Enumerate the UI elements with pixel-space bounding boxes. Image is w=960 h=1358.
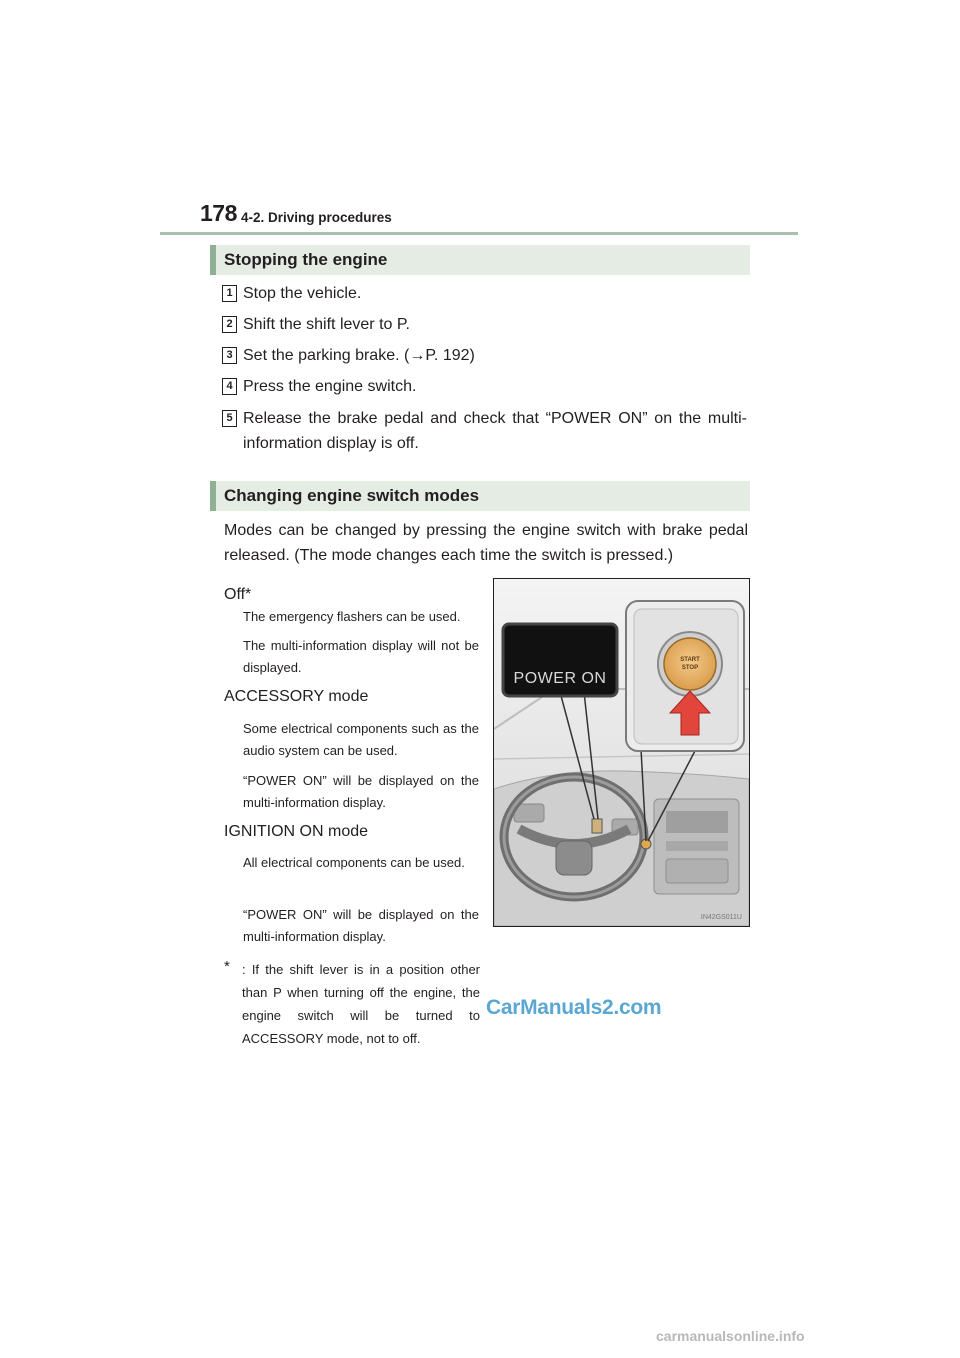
mode-desc: All electrical components can be used. — [243, 855, 465, 870]
dashboard-drawing — [494, 579, 749, 926]
mode-title-ignition: IGNITION ON mode — [224, 823, 369, 840]
step-number: 2 — [222, 316, 237, 333]
footnote-mark: * — [224, 958, 230, 975]
mode-desc: The multi-information display will not be displayed. — [243, 638, 479, 675]
start-button-label-1: START — [680, 657, 700, 663]
engine-switch-illustration — [493, 578, 750, 927]
mode-desc: The emergency flashers can be used. — [243, 609, 461, 624]
intro-paragraph: Modes can be changed by pressing the engine switch with brake pedal released. (The mode changes each time the switch is pressed.) — [224, 522, 748, 564]
power-on-display-text: POWER ON — [513, 670, 607, 687]
section-title-stopping: Stopping the engine — [210, 245, 750, 275]
mode-desc: “POWER ON” will be displayed on the multi-information display. — [243, 907, 479, 944]
step-number: 3 — [222, 347, 237, 364]
header-rule — [160, 232, 798, 235]
mode-title-off: Off* — [224, 586, 252, 603]
step-number: 5 — [222, 410, 237, 427]
section-header: 4-2. Driving procedures — [241, 210, 392, 225]
section-title-changing: Changing engine switch modes — [210, 481, 750, 511]
watermark-carmanuals2: CarManuals2.com — [486, 996, 662, 1019]
page-number: 178 — [200, 200, 237, 226]
mode-desc: “POWER ON” will be displayed on the multi-information display. — [243, 773, 479, 810]
start-button-label-2: STOP — [681, 665, 699, 671]
mode-title-accessory: ACCESSORY mode — [224, 688, 369, 705]
step-text: Release the brake pedal and check that “POWER ON” on the multi-information display is off. — [243, 410, 747, 452]
step-number: 1 — [222, 285, 237, 302]
watermark-carmanualsonline: carmanualsonline.info — [656, 1328, 805, 1344]
step-text: Shift the shift lever to P. — [243, 316, 410, 333]
mode-desc: Some electrical components such as the audio system can be used. — [243, 721, 479, 758]
step-text: Set the parking brake. (→P. 192) — [243, 347, 475, 364]
step-text: Stop the vehicle. — [243, 285, 362, 302]
step-text: Press the engine switch. — [243, 378, 417, 395]
footnote-text: : If the shift lever is in a position other than P when turning off the engine, the engine switch will be turned to ACCESSORY mode, not to off. — [242, 962, 480, 1046]
figure-code: IN42GS011U — [700, 914, 742, 921]
step-number: 4 — [222, 378, 237, 395]
